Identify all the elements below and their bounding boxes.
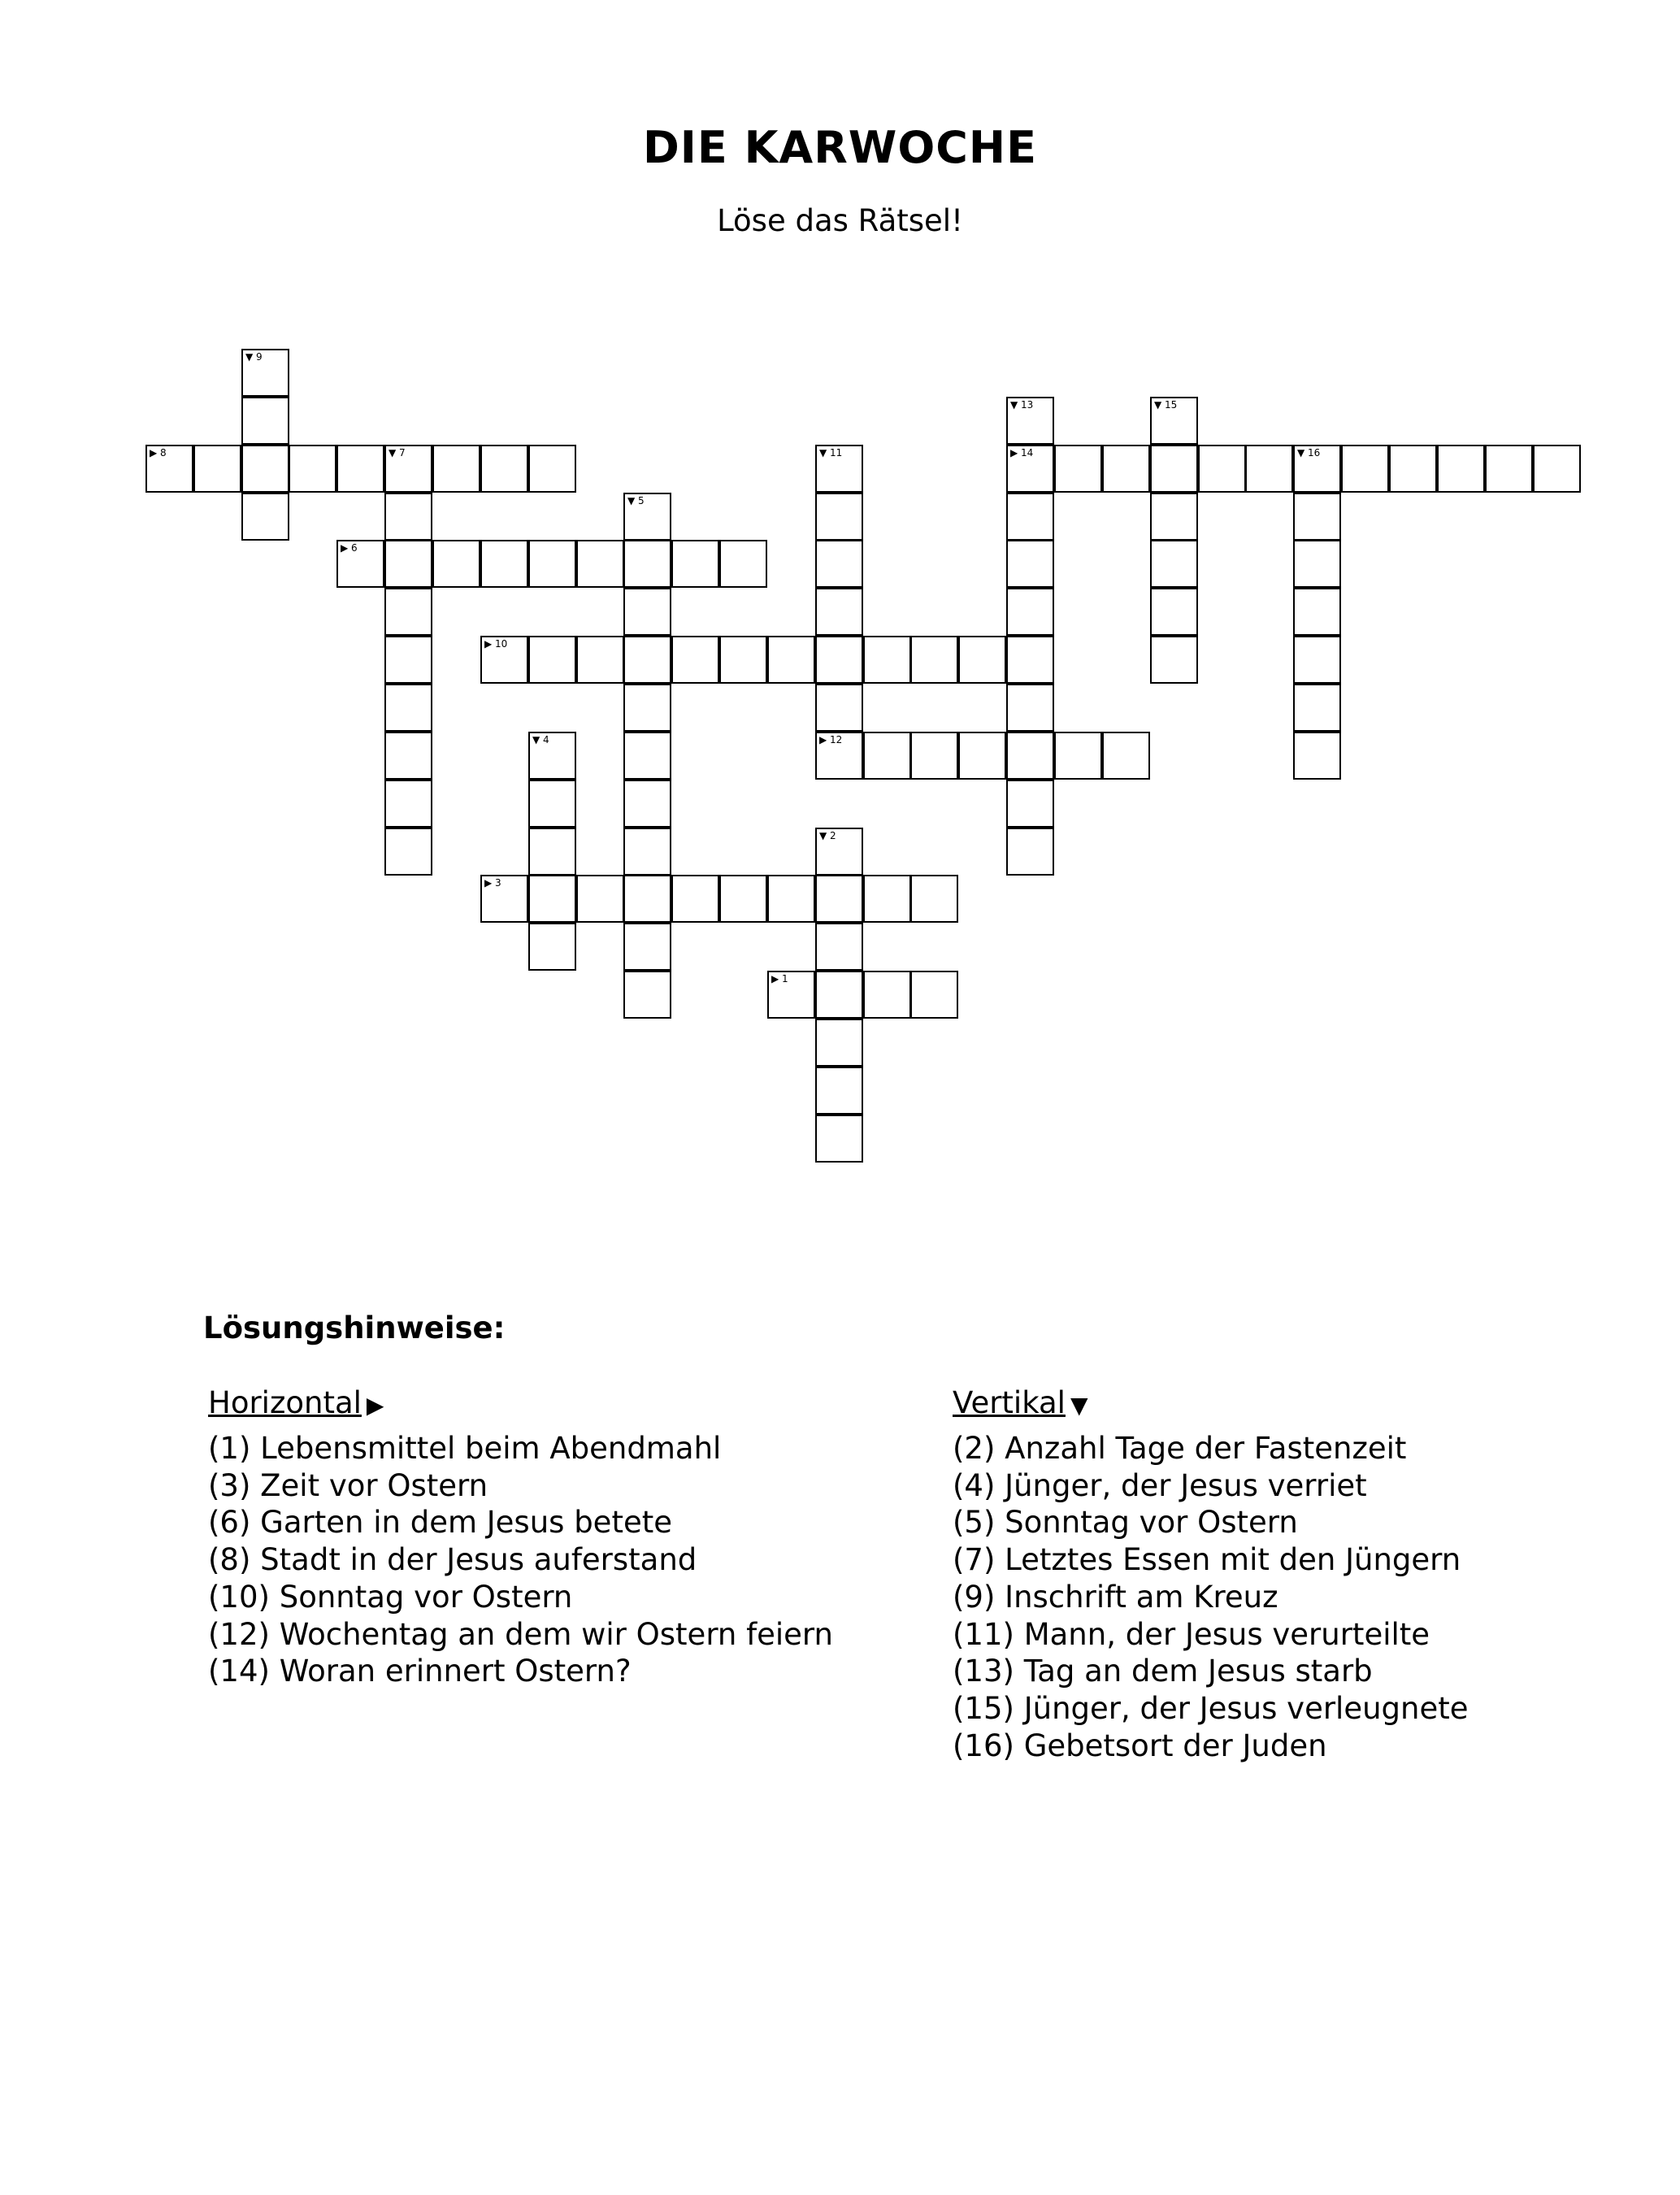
clue-number-marker: ▼ 5 xyxy=(627,495,645,506)
clue-down-2: (2) Anzahl Tage der Fastenzeit xyxy=(953,1431,1407,1466)
grid-cell[interactable] xyxy=(815,971,863,1019)
grid-cell[interactable] xyxy=(241,493,289,541)
horizontal-heading xyxy=(208,1382,833,1427)
grid-cell[interactable] xyxy=(432,540,480,588)
clue-number-marker: ▶ 8 xyxy=(150,447,167,459)
grid-cell[interactable] xyxy=(528,828,576,876)
grid-cell[interactable] xyxy=(241,349,289,397)
grid-cell[interactable] xyxy=(1485,445,1533,493)
grid-cell[interactable] xyxy=(815,445,863,493)
grid-cell[interactable] xyxy=(910,971,958,1019)
grid-cell[interactable] xyxy=(815,1115,863,1163)
grid-cell[interactable] xyxy=(815,540,863,588)
grid-cell[interactable] xyxy=(815,588,863,636)
clue-number-marker: ▶ 12 xyxy=(819,734,843,745)
right-arrow-icon: ▶ xyxy=(366,1392,384,1419)
grid-cell[interactable] xyxy=(910,875,958,923)
grid-cell[interactable] xyxy=(623,971,671,1019)
grid-cell[interactable] xyxy=(384,828,432,876)
horizontal-clue-list xyxy=(208,1430,833,1690)
grid-cell[interactable] xyxy=(815,684,863,732)
grid-cell[interactable] xyxy=(1293,732,1341,780)
clue-across-12: (12) Wochentag an dem wir Ostern feiern xyxy=(208,1616,833,1652)
grid-cell[interactable] xyxy=(528,875,576,923)
grid-cell[interactable] xyxy=(1437,445,1485,493)
down-arrow-icon: ▼ xyxy=(1070,1392,1088,1419)
grid-cell[interactable] xyxy=(1006,397,1054,445)
grid-cell[interactable] xyxy=(1006,540,1054,588)
page-title: DIE KARWOCHE xyxy=(642,122,1037,173)
grid-cell[interactable] xyxy=(336,540,384,588)
grid-cell[interactable] xyxy=(815,875,863,923)
clue-number-marker: ▼ 16 xyxy=(1297,447,1321,459)
clue-number-marker: ▼ 4 xyxy=(532,734,549,745)
clue-down-13: (13) Tag an dem Jesus starb xyxy=(953,1654,1373,1689)
grid-cell[interactable] xyxy=(1006,636,1054,684)
grid-cell[interactable] xyxy=(480,636,528,684)
grid-cell[interactable] xyxy=(1293,540,1341,588)
grid-cell[interactable] xyxy=(384,493,432,541)
grid-cell[interactable] xyxy=(958,732,1006,780)
grid-cell[interactable] xyxy=(384,445,432,493)
grid-cell[interactable] xyxy=(1293,493,1341,541)
vertical-heading xyxy=(953,1382,1469,1427)
grid-cell[interactable] xyxy=(1006,732,1054,780)
grid-cell[interactable] xyxy=(336,445,384,493)
clue-number-marker: ▶ 1 xyxy=(771,973,788,984)
grid-cell[interactable] xyxy=(1198,445,1246,493)
grid-cell[interactable] xyxy=(719,636,767,684)
clue-down-11: (11) Mann, der Jesus verurteilte xyxy=(953,1616,1430,1652)
grid-cell[interactable] xyxy=(910,732,958,780)
grid-cell[interactable] xyxy=(1150,636,1198,684)
grid-cell[interactable] xyxy=(623,588,671,636)
grid-cell[interactable] xyxy=(863,971,911,1019)
horizontal-clues xyxy=(208,1382,833,1690)
grid-cell[interactable] xyxy=(528,923,576,971)
clue-number-marker: ▶ 14 xyxy=(1010,447,1034,459)
grid-cell[interactable] xyxy=(480,445,528,493)
clue-number-marker: ▶ 3 xyxy=(484,877,501,889)
grid-cell[interactable] xyxy=(1006,684,1054,732)
clue-down-4: (4) Jünger, der Jesus verriet xyxy=(953,1467,1367,1503)
grid-cell[interactable] xyxy=(623,828,671,876)
grid-cell[interactable] xyxy=(289,445,336,493)
grid-cell[interactable] xyxy=(815,493,863,541)
grid-cell[interactable] xyxy=(1150,588,1198,636)
grid-cell[interactable] xyxy=(528,780,576,828)
grid-cell[interactable] xyxy=(1102,445,1150,493)
vertical-clues xyxy=(953,1382,1469,1764)
clue-down-5: (5) Sonntag vor Ostern xyxy=(953,1505,1298,1541)
horizontal-heading-label: Horizontal xyxy=(208,1385,362,1420)
clue-down-9: (9) Inschrift am Kreuz xyxy=(953,1579,1278,1615)
grid-cell[interactable] xyxy=(623,636,671,684)
clue-down-7: (7) Letztes Essen mit den Jüngern xyxy=(953,1542,1461,1578)
page-subtitle: Löse das Rätsel! xyxy=(717,203,963,238)
grid-cell[interactable] xyxy=(623,780,671,828)
grid-cell[interactable] xyxy=(384,732,432,780)
grid-cell[interactable] xyxy=(1245,445,1293,493)
grid-cell[interactable] xyxy=(528,540,576,588)
clue-across-1: (1) Lebensmittel beim Abendmahl xyxy=(208,1431,722,1466)
grid-cell[interactable] xyxy=(480,540,528,588)
grid-cell[interactable] xyxy=(528,445,576,493)
grid-cell[interactable] xyxy=(1533,445,1581,493)
vertical-heading-label: Vertikal xyxy=(953,1385,1066,1420)
grid-cell[interactable] xyxy=(863,636,911,684)
grid-cell[interactable] xyxy=(815,1019,863,1067)
grid-cell[interactable] xyxy=(958,636,1006,684)
grid-cell[interactable] xyxy=(1006,780,1054,828)
grid-cell[interactable] xyxy=(576,875,624,923)
grid-cell[interactable] xyxy=(815,828,863,876)
grid-cell[interactable] xyxy=(910,636,958,684)
grid-cell[interactable] xyxy=(480,875,528,923)
clue-down-15: (15) Jünger, der Jesus verleugnete xyxy=(953,1690,1469,1726)
grid-cell[interactable] xyxy=(623,732,671,780)
grid-cell[interactable] xyxy=(432,445,480,493)
grid-cell[interactable] xyxy=(767,636,815,684)
grid-cell[interactable] xyxy=(815,636,863,684)
grid-cell[interactable] xyxy=(863,875,911,923)
grid-cell[interactable] xyxy=(1293,684,1341,732)
grid-cell[interactable] xyxy=(1054,445,1102,493)
grid-cell[interactable] xyxy=(671,875,719,923)
grid-cell[interactable] xyxy=(576,636,624,684)
clue-across-8: (8) Stadt in der Jesus auferstand xyxy=(208,1542,697,1578)
grid-cell[interactable] xyxy=(623,875,671,923)
grid-cell[interactable] xyxy=(1150,397,1198,445)
grid-cell[interactable] xyxy=(1150,445,1198,493)
clue-number-marker: ▼ 13 xyxy=(1010,399,1034,411)
grid-cell[interactable] xyxy=(1006,445,1054,493)
grid-cell[interactable] xyxy=(576,540,624,588)
grid-cell[interactable] xyxy=(241,397,289,445)
clue-across-14: (14) Woran erinnert Ostern? xyxy=(208,1654,632,1689)
clue-across-10: (10) Sonntag vor Ostern xyxy=(208,1579,573,1615)
clue-number-marker: ▶ 10 xyxy=(484,638,508,650)
grid-cell[interactable] xyxy=(1006,828,1054,876)
grid-cell[interactable] xyxy=(1054,732,1102,780)
clue-down-16: (16) Gebetsort der Juden xyxy=(953,1728,1327,1763)
grid-cell[interactable] xyxy=(815,923,863,971)
grid-cell[interactable] xyxy=(623,923,671,971)
grid-cell[interactable] xyxy=(1293,636,1341,684)
grid-cell[interactable] xyxy=(1150,540,1198,588)
grid-cell[interactable] xyxy=(815,1067,863,1115)
hints-heading: Lösungshinweise: xyxy=(203,1310,506,1345)
grid-cell[interactable] xyxy=(1293,445,1341,493)
grid-cell[interactable] xyxy=(384,636,432,684)
clue-number-marker: ▼ 2 xyxy=(819,830,836,841)
grid-cell[interactable] xyxy=(671,540,719,588)
grid-cell[interactable] xyxy=(623,540,671,588)
clue-across-3: (3) Zeit vor Ostern xyxy=(208,1467,488,1503)
clue-number-marker: ▼ 15 xyxy=(1154,399,1178,411)
clue-across-6: (6) Garten in dem Jesus betete xyxy=(208,1505,672,1541)
grid-cell[interactable] xyxy=(1389,445,1437,493)
grid-cell[interactable] xyxy=(193,445,241,493)
grid-cell[interactable] xyxy=(815,732,863,780)
grid-cell[interactable] xyxy=(1293,588,1341,636)
vertical-clue-list xyxy=(953,1430,1469,1764)
grid-cell[interactable] xyxy=(384,780,432,828)
grid-cell[interactable] xyxy=(528,636,576,684)
grid-cell[interactable] xyxy=(241,445,289,493)
grid-cell[interactable] xyxy=(1341,445,1389,493)
grid-cell[interactable] xyxy=(767,875,815,923)
grid-cell[interactable] xyxy=(719,540,767,588)
clue-number-marker: ▼ 7 xyxy=(389,447,406,459)
grid-cell[interactable] xyxy=(623,684,671,732)
grid-cell[interactable] xyxy=(719,875,767,923)
grid-cell[interactable] xyxy=(863,732,911,780)
grid-cell[interactable] xyxy=(1150,493,1198,541)
grid-cell[interactable] xyxy=(1006,493,1054,541)
clue-number-marker: ▶ 6 xyxy=(341,542,358,554)
grid-cell[interactable] xyxy=(384,540,432,588)
grid-cell[interactable] xyxy=(767,971,815,1019)
grid-cell[interactable] xyxy=(145,445,193,493)
clue-number-marker: ▼ 9 xyxy=(245,351,263,363)
grid-cell[interactable] xyxy=(1006,588,1054,636)
grid-cell[interactable] xyxy=(623,493,671,541)
grid-cell[interactable] xyxy=(384,684,432,732)
grid-cell[interactable] xyxy=(671,636,719,684)
grid-cell[interactable] xyxy=(384,588,432,636)
grid-cell[interactable] xyxy=(1102,732,1150,780)
grid-cell[interactable] xyxy=(528,732,576,780)
clue-number-marker: ▼ 11 xyxy=(819,447,843,459)
